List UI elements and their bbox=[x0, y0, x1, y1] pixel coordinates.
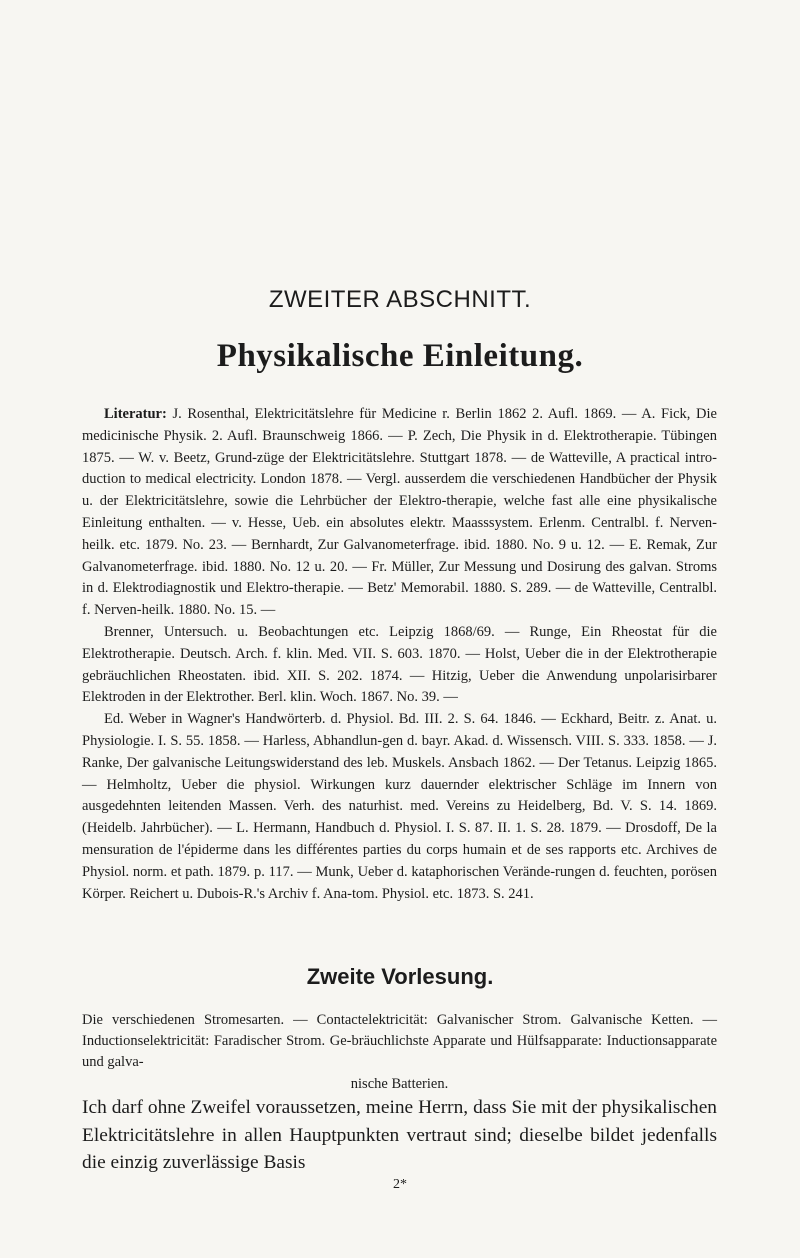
lecture-summary bbox=[82, 1010, 717, 1095]
section-heading: ZWEITER ABSCHNITT. bbox=[268, 286, 532, 313]
summary-text: Die verschiedenen Stromesarten. — Contactelektricität: Galvanischer Strom. Galvanische Ketten. — Inductionselektricität: Faradischer Strom. Ge-bräuchlichste Apparate und Hülfsapparate: Inductionsapparate und galva- bbox=[82, 1012, 717, 1071]
literature-block bbox=[82, 404, 717, 905]
literature-paragraph: Brenner, Untersuch. u. Beobachtungen etc. Leipzig 1868/69. — Runge, Ein Rheostat für die Elektrotherapie. Deutsch. Arch. f. klin. Med. VII. S. 603. 1870. — Holst, Ueber die in der Elektrotherapie gebräuchlichen Rheostaten. ibid. XII. S. 202. 1874. — Hitzig, Ueber die Anwendung unpolarisirbarer Elektroden in der Elektrother. Berl. klin. Woch. 1867. No. 39. — bbox=[82, 623, 717, 706]
summary-last-line: nische Batterien. bbox=[350, 1075, 449, 1092]
chapter-title: Physikalische Einleitung. bbox=[216, 338, 584, 374]
literature-paragraph: Ed. Weber in Wagner's Handwörterb. d. Physiol. Bd. III. 2. S. 64. 1846. — Eckhard, Beitr. z. Anat. u. Physiologie. I. S. 55. 1858. — Harless, Abhandlun-gen d. bayr. Akad. d. Wissensch. VIII. S. 333. 1858. — J. Ranke, Der galvanische Leitungswiderstand des leb. Muskels. Ansbach 1862. — Der Tetanus. Leipzig 1865. — Helmholtz, Ueber die physiol. Wirkungen kurz dauernder elektrischer Schläge im Innern von ausgedehnten leitenden Massen. Verh. des naturhist. med. Vereins zu Heidelberg, Bd. V. S. 14. 1869. (Heidelb. Jahrbücher). — L. Hermann, Handbuch d. Physiol. I. S. 87. II. 1. S. 28. 1879. — Drosdoff, De la mensuration de l'épiderme dans les différentes parties du corps humain et de ses rapports etc. Archives de Physiol. norm. et path. 1879. p. 117. — Munk, Ueber d. kataphorischen Verände-rungen d. feuchten, porösen Körper. Reichert u. Dubois-R.'s Archiv f. Ana-tom. Physiol. etc. 1873. S. 241. bbox=[82, 711, 717, 902]
lecture-title: Zweite Vorlesung. bbox=[306, 964, 494, 989]
literature-label: Literatur: bbox=[104, 406, 167, 422]
literature-paragraph bbox=[82, 404, 717, 622]
body-paragraph: Ich darf ohne Zweifel voraussetzen, meine Herrn, dass Sie mit der physikalischen Elektricitätslehre in allen Hauptpunkten vertraut sind; dieselbe bildet jedenfalls die einzig zuverlässige Basis bbox=[82, 1097, 717, 1173]
literature-text: J. Rosenthal, Elektricitätslehre für Medicine r. Berlin 1862 2. Aufl. 1869. — A. Fick, Die medicinische Physik. 2. Aufl. Braunschweig 1866. — P. Zech, Die Physik in d. Elektrotherapie. Tübingen 1875. — W. v. Beetz, Grund-züge der Elektricitätslehre. Stuttgart 1878. — de Watteville, A practical intro-duction to medical electricity. London 1878. — Vergl. ausserdem die verschiedenen Handbücher der Physik u. der Elektricitätslehre, sowie die Lehrbücher der Elektro-therapie, welche fast alle eine physikalische Einleitung enthalten. — v. Hesse, Ueb. ein absolutes elektr. Maasssystem. Erlenm. Centralbl. f. Nerven-heilk. etc. 1879. No. 23. — Bernhardt, Zur Galvanometerfrage. ibid. 1880. No. 9 u. 12. — E. Remak, Zur Galvanometerfrage. ibid. 1880. No. 12 u. 20. — Fr. Müller, Zur Messung und Dosirung des galvan. Stroms in d. Elektrodiagnostik und Elektro-therapie. — Betz' Memorabil. 1880. S. 289. — de Watteville, Centralbl. f. Nerven-heilk. 1880. No. 15. — bbox=[82, 406, 717, 619]
signature-mark: 2* bbox=[393, 1177, 407, 1192]
